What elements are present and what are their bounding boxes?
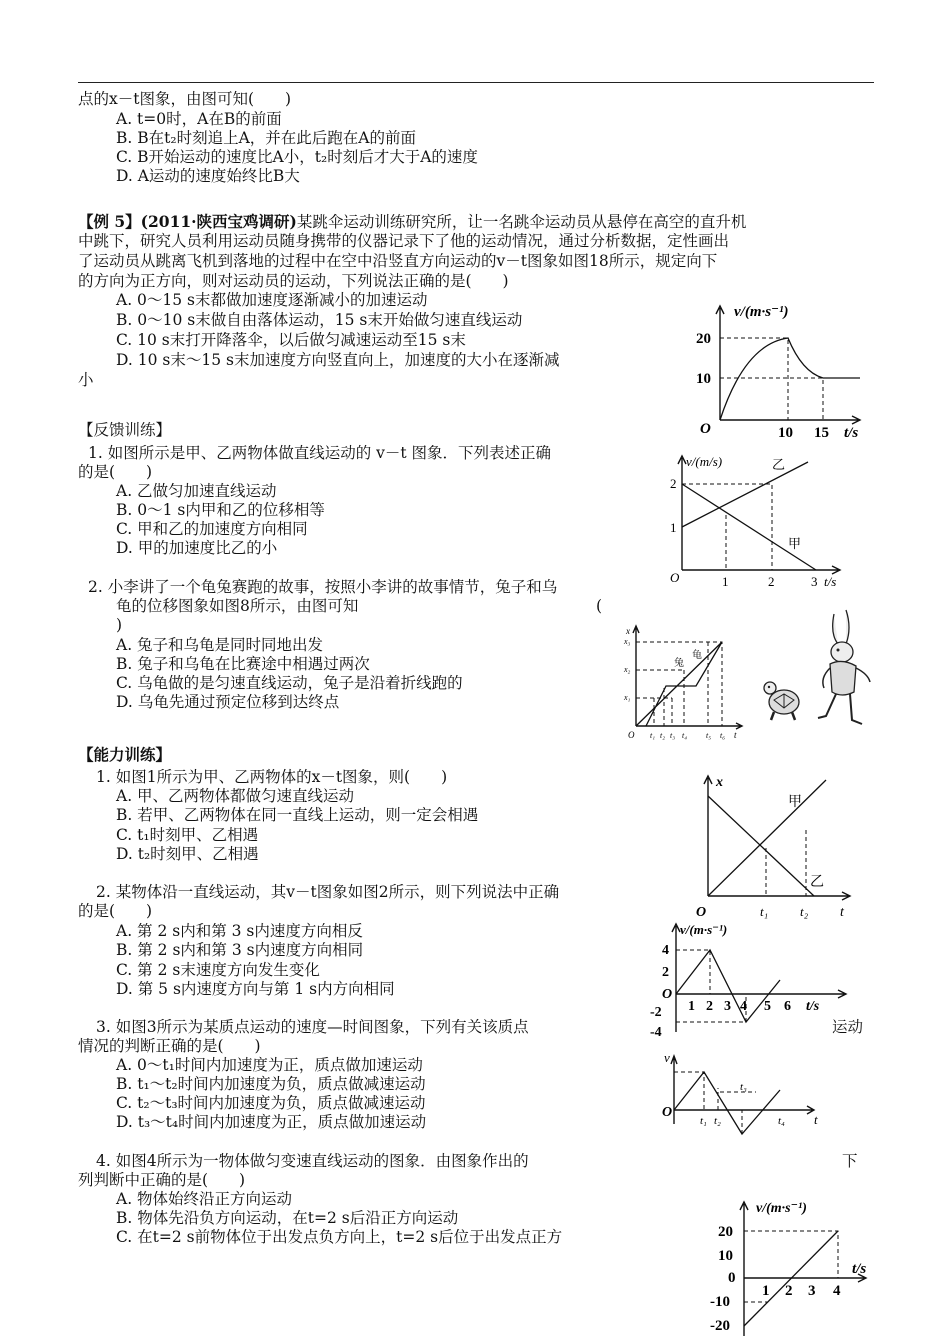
feedback-q2-ylabel: x	[626, 626, 630, 636]
ex5-tag: 【例 5】(2011·陕西宝鸡调研)	[78, 212, 297, 231]
ability-q4-y-10: -10	[710, 1294, 730, 1310]
ability-q2-line-2: 的是( )	[78, 902, 153, 920]
ability-q4-x3: 3	[808, 1283, 816, 1299]
feedback-q2-t2: t₂	[660, 731, 666, 740]
ability-q4-ylabel: v/(m·s⁻¹)	[756, 1201, 807, 1216]
ex5-origin: O	[700, 421, 711, 437]
ex5-xlabel: t/s	[844, 425, 859, 441]
ability-q1-option-d: D. t₂时刻甲、乙相遇	[116, 845, 259, 863]
intro-stem: 点的x－t图象，由图可知( )	[78, 90, 292, 108]
ex5-y20: 20	[696, 331, 711, 347]
ability-q2-origin: O	[662, 987, 673, 1002]
ability-q3-xlabel: t	[814, 1112, 818, 1127]
ability-q1-origin: O	[696, 905, 707, 920]
feedback-q2-x1: x₁	[624, 693, 631, 702]
feedback-q1-line-2: 的是( )	[78, 463, 153, 481]
feedback-q1-x1: 1	[722, 574, 729, 589]
ability-q2-x3: 3	[724, 999, 731, 1014]
ability-q2-x2: 2	[706, 999, 713, 1014]
feedback-q1-line-1: 1. 如图所示是甲、乙两物体做直线运动的 v－t 图象．下列表述正确	[88, 444, 552, 462]
ability-q1-yi-label: 乙	[810, 875, 824, 890]
feedback-q1-x2: 2	[768, 574, 775, 589]
feedback-q2-t3: t₃	[670, 731, 676, 740]
feedback-q2-t6: t₆	[720, 731, 726, 740]
ability-q3-option-c: C. t₂～t₃时间内加速度为负，质点做减速运动	[116, 1094, 426, 1112]
ability-q1-ylabel: x	[716, 775, 723, 790]
ability-q4-y-20: -20	[710, 1318, 730, 1334]
ability-q3-option-d: D. t₃～t₄时间内加速度为正，质点做加速运动	[116, 1113, 427, 1131]
ability-q4-x4: 4	[833, 1283, 841, 1299]
intro-option-c: C. B开始运动的速度比A小，t₂时刻后才大于A的速度	[116, 148, 478, 166]
ability-q1-xlabel: t	[840, 905, 844, 920]
feedback-q2-gui-label: 龟	[692, 650, 702, 661]
ex5-x10: 10	[778, 425, 793, 441]
tortoise-illustration	[762, 676, 808, 724]
ability-q2-line-1: 2. 某物体沿一直线运动，其v－t图象如图2所示，则下列说法中正确	[96, 883, 560, 901]
ability-q4-line-2: 列判断中正确的是( )	[78, 1171, 246, 1189]
feedback-q2-origin: O	[628, 730, 635, 740]
ability-q2-y-4: -4	[650, 1025, 662, 1040]
ability-q3-option-b: B. t₁～t₂时间内加速度为负，质点做减速运动	[116, 1075, 426, 1093]
feedback-q1-x3: 3	[811, 574, 818, 589]
ability-q4-origin: 0	[728, 1270, 736, 1286]
ability-q2-option-a: A. 第 2 s内和第 3 s内速度方向相反	[116, 922, 363, 940]
feedback-q1-option-b: B. 0～1 s内甲和乙的位移相等	[116, 501, 325, 519]
ability-q3-line-2: 情况的判断正确的是( )	[78, 1037, 261, 1055]
ability-q4-y20: 20	[718, 1224, 733, 1240]
feedback-q2-x2: x₂	[624, 665, 631, 674]
ability-q3-line-1b: 运动	[832, 1018, 864, 1036]
ability-q1-stem: 1. 如图1所示为甲、乙两物体的x－t图象，则( )	[96, 768, 448, 786]
feedback-q2-x3: x₃	[624, 637, 631, 646]
ability-q3-t4: t₄	[778, 1115, 785, 1127]
ex5-ylabel: v/(m·s⁻¹)	[734, 304, 789, 320]
ability-q1-option-a: A. 甲、乙两物体都做匀速直线运动	[116, 787, 355, 805]
ability-q1-t1: t₁	[760, 904, 769, 919]
ability-q4-line-1b: 下	[842, 1152, 858, 1170]
ability-q4-x1: 1	[762, 1283, 770, 1299]
intro-option-d: D. A运动的速度始终比B大	[116, 167, 300, 185]
ex5-line-2: 中跳下，研究人员利用运动员随身携带的仪器记录下了他的运动情况，通过分析数据，定性画出	[78, 232, 730, 250]
ability-q1-xt-graph	[694, 770, 864, 920]
feedback-q1-graph	[668, 452, 858, 592]
feedback-q2-t5: t₅	[706, 731, 712, 740]
ability-q2-x4: 4	[740, 999, 747, 1014]
ex5-option-a: A. 0～15 s末都做加速度逐渐减小的加速运动	[116, 291, 428, 309]
ability-q4-y10: 10	[718, 1248, 733, 1264]
ability-q2-xlabel: t/s	[806, 999, 820, 1014]
ability-title: 【能力训练】	[78, 745, 172, 764]
feedback-q2-graph	[622, 622, 752, 740]
ability-q4-xlabel: t/s	[852, 1261, 867, 1277]
ability-q2-vt-graph	[650, 918, 860, 1042]
ex5-option-d: D. 10 s末～15 s末加速度方向竖直向上，加速度的大小在逐渐减	[116, 351, 560, 369]
ability-q2-y-2: -2	[650, 1005, 662, 1020]
ex5-line-1: 【例 5】(2011·陕西宝鸡调研)某跳伞运动训练研究所，让一名跳伞运动员从悬停在高空的直升机	[78, 212, 747, 231]
ability-q4-x2: 2	[785, 1283, 793, 1299]
ability-q1-jia-label: 甲	[788, 795, 802, 810]
feedback-q1-option-a: A. 乙做匀加速直线运动	[116, 482, 277, 500]
ability-q3-vt-graph	[660, 1050, 830, 1130]
feedback-q2-tu-label: 兔	[674, 658, 684, 669]
feedback-q1-y2: 2	[670, 476, 677, 491]
ex5-line-4: 的方向为正方向，则对运动员的运动，下列说法正确的是( )	[78, 272, 509, 290]
ability-q4-vt-graph	[706, 1196, 874, 1338]
ex5-option-d-wrap: 小	[78, 371, 94, 389]
feedback-q2-line-2: 龟的位移图象如图8所示，由图可知	[116, 597, 359, 615]
ability-q1-t2: t₂	[800, 904, 809, 919]
feedback-q2-line-1: 2. 小李讲了一个龟兔赛跑的故事，按照小李讲的故事情节，兔子和乌	[88, 578, 558, 596]
ability-q4-line-1a: 4. 如图4所示为一物体做匀变速直线运动的图象．由图象作出的	[96, 1152, 529, 1170]
feedback-q2-t4: t₄	[682, 731, 688, 740]
feedback-q1-ylabel: v/(m/s)	[686, 454, 723, 469]
rabbit-illustration	[812, 608, 878, 734]
feedback-q2-option-c: C. 乌龟做的是匀速直线运动，兔子是沿着折线跑的	[116, 674, 463, 692]
intro-option-b: B. B在t₂时刻追上A，并在此后跑在A的前面	[116, 129, 416, 147]
ability-q2-x1: 1	[688, 999, 695, 1014]
feedback-q2-paren-close: )	[116, 616, 123, 634]
ability-q2-y2: 2	[662, 965, 669, 980]
feedback-q1-xlabel: t/s	[824, 574, 837, 589]
feedback-q2-option-b: B. 兔子和乌龟在比赛途中相遇过两次	[116, 655, 370, 673]
ex5-option-b: B. 0～10 s末做自由落体运动，15 s末开始做匀速直线运动	[116, 311, 523, 329]
feedback-q2-t1: t₁	[650, 731, 656, 740]
ability-q4-option-c: C. 在t=2 s前物体位于出发点负方向上，t=2 s后位于出发点正方	[116, 1228, 563, 1246]
feedback-q1-jia-label: 甲	[788, 536, 802, 551]
ability-q2-option-b: B. 第 2 s内和第 3 s内速度方向相同	[116, 941, 364, 959]
ability-q2-x6: 6	[784, 999, 791, 1014]
ability-q3-option-a: A. 0～t₁时间内加速度为正，质点做加速运动	[116, 1056, 423, 1074]
ex5-x15: 15	[814, 425, 829, 441]
ability-q4-option-b: B. 物体先沿负方向运动，在t=2 s后沿正方向运动	[116, 1209, 459, 1227]
ability-q2-y4: 4	[662, 943, 669, 958]
ability-q1-option-b: B. 若甲、乙两物体在同一直线上运动，则一定会相遇	[116, 806, 479, 824]
ability-q3-origin: O	[662, 1105, 673, 1120]
feedback-q2-option-d: D. 乌龟先通过预定位移到达终点	[116, 693, 340, 711]
ability-q2-ylabel: v/(m·s⁻¹)	[680, 922, 728, 937]
feedback-q1-option-d: D. 甲的加速度比乙的小	[116, 539, 278, 557]
ability-q4-option-a: A. 物体始终沿正方向运动	[116, 1190, 293, 1208]
ability-q2-option-d: D. 第 5 s内速度方向与第 1 s内方向相同	[116, 980, 395, 998]
ability-q3-ylabel: v	[664, 1050, 670, 1065]
ability-q1-option-c: C. t₁时刻甲、乙相遇	[116, 826, 259, 844]
feedback-q1-yi-label: 乙	[772, 457, 786, 472]
feedback-q1-origin: O	[670, 570, 680, 585]
ex5-option-c: C. 10 s末打开降落伞，以后做匀减速运动至15 s末	[116, 331, 466, 349]
feedback-q1-y1: 1	[670, 520, 677, 535]
feedback-q2-xlabel: t	[734, 730, 737, 740]
feedback-q2-paren-open: (	[596, 597, 603, 615]
ability-q3-line-1a: 3. 如图3所示为某质点运动的速度—时间图象，下列有关该质点	[96, 1018, 529, 1036]
feedback-q2-option-a: A. 兔子和乌龟是同时同地出发	[116, 636, 324, 654]
ex5-vt-graph	[690, 300, 870, 440]
ability-q3-t2: t₂	[714, 1115, 721, 1127]
ability-q3-t1: t₁	[700, 1115, 707, 1127]
ex5-line-3: 了运动员从跳离飞机到落地的过程中在空中沿竖直方向运动的v－t图象如图18所示，规定向下	[78, 252, 718, 270]
ability-q3-t3: t₃	[740, 1081, 747, 1093]
ability-q2-x5: 5	[764, 999, 771, 1014]
header-rule	[78, 82, 874, 83]
intro-option-a: A. t=0时，A在B的前面	[116, 110, 282, 128]
ex5-y10: 10	[696, 371, 711, 387]
ability-q2-option-c: C. 第 2 s末速度方向发生变化	[116, 961, 320, 979]
feedback-title: 【反馈训练】	[78, 421, 172, 439]
feedback-q1-option-c: C. 甲和乙的加速度方向相同	[116, 520, 308, 538]
